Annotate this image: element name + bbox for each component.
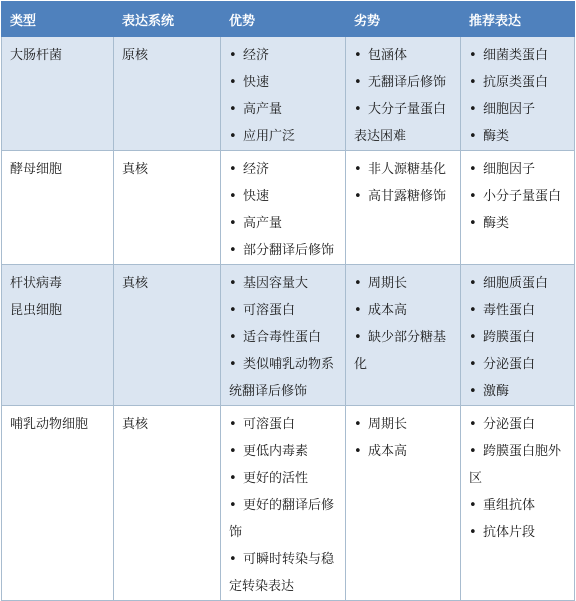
- list-item: [354, 324, 454, 378]
- table-row: [2, 37, 575, 151]
- list-item: [469, 210, 568, 237]
- bullet-icon: •: [229, 162, 237, 177]
- list-item: [469, 270, 568, 297]
- list-item-text: 快速: [243, 75, 270, 90]
- bullet-icon: •: [229, 189, 237, 204]
- list-item-text: 包涵体: [368, 48, 408, 63]
- bullet-icon: •: [354, 303, 362, 318]
- cell-advantages: [221, 37, 346, 151]
- list-item: [229, 42, 339, 69]
- list-item: [469, 297, 568, 324]
- header-type: 类型: [2, 2, 114, 37]
- cell-disadvantages: [346, 37, 461, 151]
- cell-system: [114, 265, 221, 406]
- list-item-text: 缺少部分糖基化: [354, 330, 447, 372]
- bullet-icon: •: [469, 330, 477, 345]
- list-item: [469, 519, 568, 546]
- list-item: [229, 492, 339, 546]
- cell-recommended: [461, 265, 575, 406]
- list-item: [354, 156, 454, 183]
- list-item: [229, 438, 339, 465]
- list-item-text: 成本高: [368, 303, 408, 318]
- bullet-icon: •: [469, 303, 477, 318]
- list-item-text: 大分子量蛋白表达困难: [354, 102, 447, 144]
- list-item: [229, 183, 339, 210]
- cell-type: [2, 151, 114, 265]
- cell-disadvantages: [346, 151, 461, 265]
- cell-type-text: 酵母细胞: [10, 162, 63, 177]
- list-item: [354, 96, 454, 150]
- list-item-text: 抗体片段: [483, 525, 536, 540]
- cell-type: [2, 37, 114, 151]
- list-item: [229, 465, 339, 492]
- cell-disadvantages: [346, 406, 461, 601]
- cell-type: [2, 265, 114, 406]
- list-item-text: 细菌类蛋白: [483, 48, 549, 63]
- bullet-icon: •: [354, 417, 362, 432]
- bullet-icon: •: [354, 276, 362, 291]
- list-item-text: 高甘露糖修饰: [368, 189, 447, 204]
- list-item: [229, 69, 339, 96]
- list-item-text: 部分翻译后修饰: [243, 243, 335, 258]
- list-item-text: 可瞬时转染与稳定转染表达: [229, 552, 335, 594]
- list-item-text: 更好的翻译后修饰: [229, 498, 335, 540]
- cell-type-text: 哺乳动物细胞: [10, 417, 89, 432]
- list-item: [229, 297, 339, 324]
- bullet-icon: •: [229, 357, 237, 372]
- bullet-icon: •: [229, 276, 237, 291]
- bullet-icon: •: [354, 189, 362, 204]
- list-item: [469, 438, 568, 492]
- list-item-text: 分泌蛋白: [483, 357, 536, 372]
- list-item-text: 无翻译后修饰: [368, 75, 447, 90]
- cell-system-text: 真核: [122, 162, 149, 177]
- list-item: [354, 297, 454, 324]
- list-item: [229, 351, 339, 405]
- bullet-icon: •: [229, 330, 237, 345]
- list-item-text: 非人源糖基化: [368, 162, 447, 177]
- cell-system-text: 真核: [122, 417, 149, 432]
- bullet-icon: •: [469, 525, 477, 540]
- bullet-icon: •: [469, 357, 477, 372]
- bullet-icon: •: [469, 102, 477, 117]
- bullet-icon: •: [354, 444, 362, 459]
- cell-advantages: [221, 151, 346, 265]
- table-body: [2, 37, 575, 601]
- cell-system-text: 原核: [122, 48, 149, 63]
- list-item-text: 细胞质蛋白: [483, 276, 549, 291]
- bullet-icon: •: [229, 216, 237, 231]
- bullet-icon: •: [229, 471, 237, 486]
- list-item-text: 经济: [243, 162, 270, 177]
- header-advantages: 优势: [221, 2, 346, 37]
- list-item: [229, 210, 339, 237]
- list-item: [229, 270, 339, 297]
- list-item-text: 重组抗体: [483, 498, 536, 513]
- bullet-icon: •: [469, 162, 477, 177]
- list-item: [354, 183, 454, 210]
- list-item: [469, 492, 568, 519]
- bullet-icon: •: [229, 75, 237, 90]
- bullet-icon: •: [229, 498, 237, 513]
- bullet-icon: •: [354, 102, 362, 117]
- list-item: [469, 378, 568, 405]
- cell-type-text: 大肠杆菌: [10, 48, 63, 63]
- cell-system-text: 真核: [122, 276, 149, 291]
- list-item-text: 更低内毒素: [243, 444, 309, 459]
- bullet-icon: •: [229, 552, 237, 567]
- list-item-text: 适合毒性蛋白: [243, 330, 322, 345]
- list-item-text: 成本高: [368, 444, 408, 459]
- bullet-icon: •: [469, 498, 477, 513]
- list-item-text: 跨膜蛋白胞外区: [469, 444, 562, 486]
- list-item: [469, 96, 568, 123]
- list-item: [469, 123, 568, 150]
- list-item-text: 细胞因子: [483, 102, 536, 117]
- list-item-text: 快速: [243, 189, 270, 204]
- list-item-text: 毒性蛋白: [483, 303, 536, 318]
- cell-system: [114, 151, 221, 265]
- bullet-icon: •: [469, 189, 477, 204]
- list-item-text: 小分子量蛋白: [483, 189, 562, 204]
- bullet-icon: •: [354, 330, 362, 345]
- list-item-text: 应用广泛: [243, 129, 296, 144]
- list-item: [469, 69, 568, 96]
- bullet-icon: •: [354, 162, 362, 177]
- cell-recommended: [461, 151, 575, 265]
- cell-type-text: 杆状病毒: [10, 276, 63, 291]
- bullet-icon: •: [469, 444, 477, 459]
- bullet-icon: •: [229, 102, 237, 117]
- list-item: [354, 42, 454, 69]
- list-item: [354, 270, 454, 297]
- list-item: [229, 123, 339, 150]
- list-item-text: 分泌蛋白: [483, 417, 536, 432]
- bullet-icon: •: [229, 48, 237, 63]
- list-item-text: 酶类: [483, 129, 510, 144]
- bullet-icon: •: [469, 129, 477, 144]
- list-item-text: 抗原类蛋白: [483, 75, 549, 90]
- list-item: [229, 156, 339, 183]
- list-item: [469, 156, 568, 183]
- list-item-text: 类似哺乳动物系统翻译后修饰: [229, 357, 335, 399]
- header-recommended: 推荐表达: [461, 2, 575, 37]
- cell-system: [114, 37, 221, 151]
- bullet-icon: •: [469, 75, 477, 90]
- bullet-icon: •: [469, 384, 477, 399]
- list-item: [469, 324, 568, 351]
- cell-system: [114, 406, 221, 601]
- cell-type-text: 昆虫细胞: [10, 303, 63, 318]
- bullet-icon: •: [469, 216, 477, 231]
- list-item-text: 细胞因子: [483, 162, 536, 177]
- list-item-text: 周期长: [368, 276, 408, 291]
- list-item-text: 更好的活性: [243, 471, 309, 486]
- list-item-text: 高产量: [243, 216, 283, 231]
- bullet-icon: •: [354, 75, 362, 90]
- bullet-icon: •: [229, 129, 237, 144]
- bullet-icon: •: [469, 276, 477, 291]
- bullet-icon: •: [229, 417, 237, 432]
- list-item: [229, 411, 339, 438]
- list-item: [469, 411, 568, 438]
- table-row: [2, 151, 575, 265]
- list-item: [229, 96, 339, 123]
- header-row: [2, 2, 575, 37]
- bullet-icon: •: [229, 243, 237, 258]
- expression-system-table: [1, 1, 575, 601]
- cell-type: [2, 406, 114, 601]
- list-item: [469, 42, 568, 69]
- list-item: [229, 237, 339, 264]
- list-item-text: 激酶: [483, 384, 510, 399]
- list-item-text: 可溶蛋白: [243, 417, 296, 432]
- bullet-icon: •: [469, 48, 477, 63]
- cell-recommended: [461, 406, 575, 601]
- list-item-text: 高产量: [243, 102, 283, 117]
- cell-recommended: [461, 37, 575, 151]
- table-row: [2, 265, 575, 406]
- list-item-text: 周期长: [368, 417, 408, 432]
- list-item: [469, 183, 568, 210]
- list-item-text: 酶类: [483, 216, 510, 231]
- table-row: [2, 406, 575, 601]
- cell-advantages: [221, 265, 346, 406]
- bullet-icon: •: [469, 417, 477, 432]
- list-item: [354, 411, 454, 438]
- list-item: [229, 546, 339, 600]
- list-item-text: 跨膜蛋白: [483, 330, 536, 345]
- bullet-icon: •: [229, 303, 237, 318]
- cell-disadvantages: [346, 265, 461, 406]
- list-item: [354, 69, 454, 96]
- header-disadvantages: 劣势: [346, 2, 461, 37]
- list-item-text: 经济: [243, 48, 270, 63]
- cell-advantages: [221, 406, 346, 601]
- list-item-text: 基因容量大: [243, 276, 309, 291]
- list-item: [354, 438, 454, 465]
- list-item: [229, 324, 339, 351]
- bullet-icon: •: [354, 48, 362, 63]
- header-system: 表达系统: [114, 2, 221, 37]
- bullet-icon: •: [229, 444, 237, 459]
- list-item: [469, 351, 568, 378]
- list-item-text: 可溶蛋白: [243, 303, 296, 318]
